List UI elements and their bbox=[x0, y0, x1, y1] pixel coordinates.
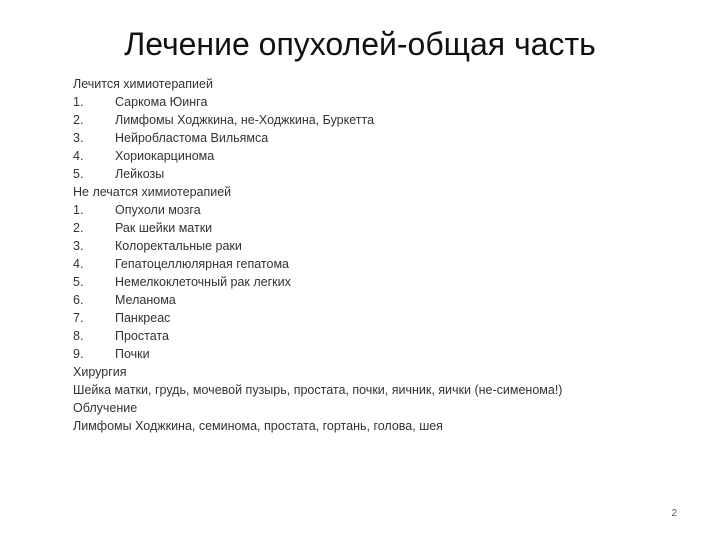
list-item-text: Хориокарцинома bbox=[115, 149, 215, 163]
list-item-text: Рак шейки матки bbox=[115, 221, 213, 235]
list-item-number: 5. bbox=[73, 275, 84, 289]
list-item-number: 9. bbox=[73, 347, 84, 361]
list-item-text: Простата bbox=[115, 329, 169, 343]
slide-title: Лечение опухолей-общая часть bbox=[124, 26, 596, 62]
list-item-text: Меланома bbox=[115, 293, 176, 307]
list-item-text: Опухоли мозга bbox=[115, 203, 201, 217]
list-item-number: 1. bbox=[73, 95, 84, 109]
list-item-text: Лимфомы Ходжкина, не-Ходжкина, Буркетта bbox=[115, 113, 375, 127]
list-item-text: Гепатоцеллюлярная гепатома bbox=[115, 257, 289, 271]
list-item-text: Колоректальные раки bbox=[115, 239, 242, 253]
list-item-number: 6. bbox=[73, 293, 84, 307]
list-item bbox=[73, 201, 693, 219]
list-item-text: Саркома Юинга bbox=[115, 95, 208, 109]
list-item-text: Почки bbox=[115, 347, 150, 361]
section-heading-radiation: Облучение bbox=[73, 401, 138, 415]
list-item bbox=[73, 237, 693, 255]
list-item-number: 5. bbox=[73, 167, 84, 181]
radiation-text: Лимфомы Ходжкина, семинома, простата, гортань, голова, шея bbox=[73, 419, 443, 433]
list-item-text: Панкреас bbox=[115, 311, 171, 325]
list-item bbox=[73, 219, 693, 237]
list-item-text: Нейробластома Вильямса bbox=[115, 131, 269, 145]
list-item bbox=[73, 291, 693, 309]
list-item bbox=[73, 165, 693, 183]
list-item-number: 2. bbox=[73, 221, 84, 235]
list-item-text: Немелкоклеточный рак легких bbox=[115, 275, 291, 289]
page-number: 2 bbox=[671, 508, 677, 519]
list-item-number: 3. bbox=[73, 239, 84, 253]
list-item-number: 3. bbox=[73, 131, 84, 145]
list-item bbox=[73, 327, 693, 345]
list-item bbox=[73, 93, 693, 111]
section-heading-surgery: Хирургия bbox=[73, 365, 127, 379]
list-item bbox=[73, 111, 693, 129]
list-item-number: 4. bbox=[73, 149, 84, 163]
section-heading-chemo-non-treatable: Не лечатся химиотерапией bbox=[73, 185, 232, 199]
list-item-number: 1. bbox=[73, 203, 84, 217]
list-item-text: Лейкозы bbox=[115, 167, 165, 181]
list-item-number: 8. bbox=[73, 329, 84, 343]
list-item bbox=[73, 129, 693, 147]
list-item bbox=[73, 309, 693, 327]
list-item-number: 2. bbox=[73, 113, 84, 127]
list-item bbox=[73, 273, 693, 291]
list-item bbox=[73, 255, 693, 273]
list-item-number: 4. bbox=[73, 257, 84, 271]
list-item-number: 7. bbox=[73, 311, 84, 325]
surgery-text: Шейка матки, грудь, мочевой пузырь, простата, почки, яичник, яички (не-сименома!) bbox=[73, 383, 563, 397]
section-heading-chemo-treatable: Лечится химиотерапией bbox=[73, 77, 213, 91]
list-item bbox=[73, 345, 693, 363]
slide-body bbox=[73, 75, 693, 435]
list-item bbox=[73, 147, 693, 165]
